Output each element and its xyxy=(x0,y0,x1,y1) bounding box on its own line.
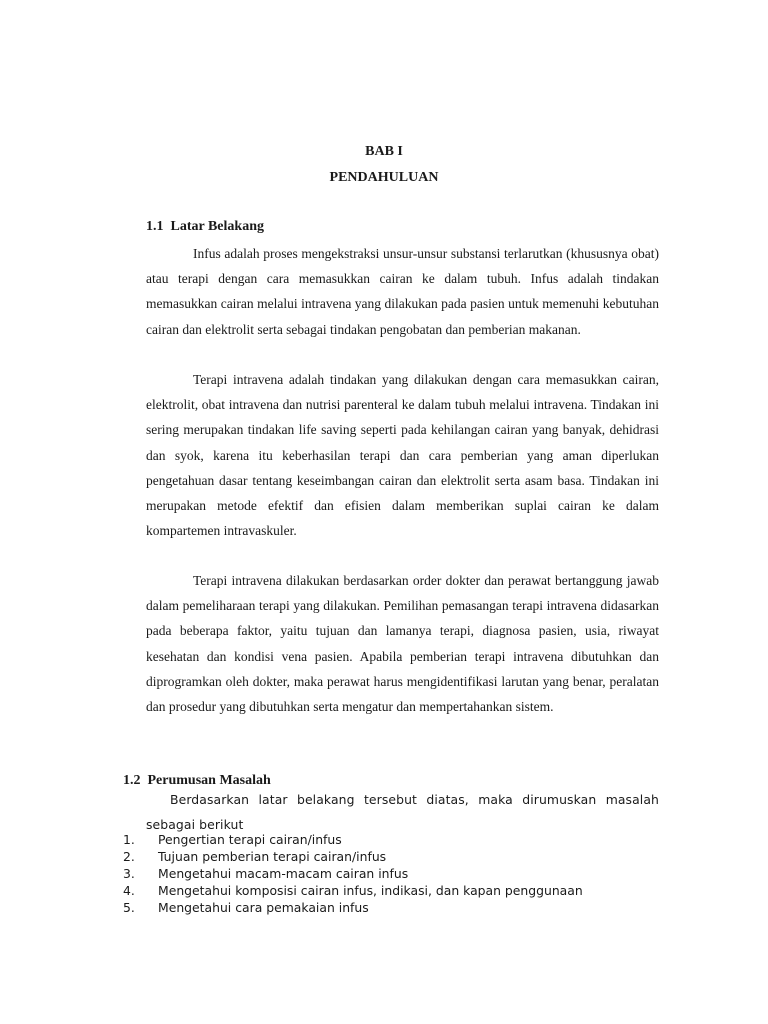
chapter-number: BAB I xyxy=(365,144,403,159)
section-heading-perumusan-masalah: 1.2 Perumusan Masalah xyxy=(123,773,271,788)
paragraph: Terapi intravena adalah tindakan yang dilakukan dengan cara memasukkan cairan, elektrolit, obat intravena dan nutrisi parenteral ke dalam tubuh melalui intravena. Tindakan ini sering merupakan tindakan life saving seperti pada kehilangan cairan yang banyak, dehidrasi dan syok, karena itu keberhasilan terapi dan cara pemberian yang aman diperlukan pengetahuan dasar tentang keseimbangan cairan dan elektrolit serta asam basa. Tindakan ini merupakan metode efektif dan efisien dalam memberikan suplai cairan ke dalam kompartemen intravaskuler. xyxy=(146,372,659,539)
list-item xyxy=(123,899,583,916)
section-heading-latar-belakang: 1.1 Latar Belakang xyxy=(146,219,264,234)
intro-paragraph: Berdasarkan latar belakang tersebut diatas, maka dirumuskan masalah sebagai berikut xyxy=(146,792,659,832)
list-number: 1. xyxy=(123,832,135,847)
paragraph: Terapi intravena dilakukan berdasarkan order dokter dan perawat bertanggung jawab dalam pemeliharaan terapi yang dilakukan. Pemilihan pemasangan terapi intravena didasarkan pada beberapa faktor, yaitu tujuan dan lamanya terapi, diagnosa pasien, usia, riwayat kesehatan dan kondisi vena pasien. Apabila pemberian terapi intravena dibutuhkan dan diprogramkan oleh dokter, maka perawat harus mengidentifikasi larutan yang benar, peralatan dan prosedur yang dibutuhkan serta mengatur dan mempertahankan sistem. xyxy=(146,573,659,715)
list-item xyxy=(123,865,583,882)
problem-list xyxy=(123,831,583,916)
list-text: Mengetahui cara pemakaian infus xyxy=(158,900,369,915)
list-item xyxy=(123,882,583,899)
list-text: Tujuan pemberian terapi cairan/infus xyxy=(158,849,387,864)
paragraph: Infus adalah proses mengekstraksi unsur-unsur substansi terlarutkan (khususnya obat) atau terapi dengan cara memasukkan cairan ke dalam tubuh. Infus adalah tindakan memasukkan cairan melalui intravena yang dilakukan pada pasien untuk memenuhi kebutuhan cairan dan elektrolit serta sebagai tindakan pengobatan dan pemberian makanan. xyxy=(146,246,659,337)
list-item xyxy=(123,831,583,848)
list-number: 4. xyxy=(123,883,135,898)
list-number: 5. xyxy=(123,900,135,915)
list-text: Mengetahui macam-macam cairan infus xyxy=(158,866,409,881)
list-text: Mengetahui komposisi cairan infus, indikasi, dan kapan penggunaan xyxy=(158,883,583,898)
chapter-title: PENDAHULUAN xyxy=(329,170,439,185)
list-number: 2. xyxy=(123,849,135,864)
list-text: Pengertian terapi cairan/infus xyxy=(158,832,342,847)
list-number: 3. xyxy=(123,866,135,881)
list-item xyxy=(123,848,583,865)
